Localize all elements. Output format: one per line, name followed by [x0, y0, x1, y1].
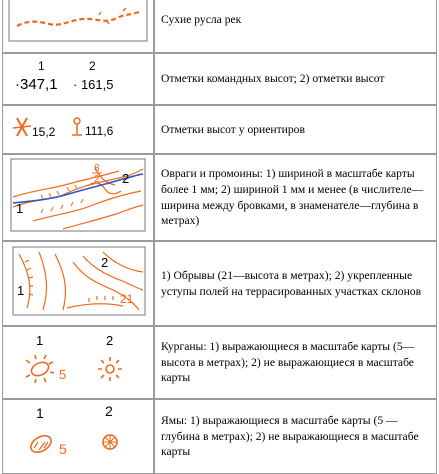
label-2: 2	[122, 171, 130, 186]
legend-row-dry-riverbeds	[2, 0, 437, 53]
symbol-cell	[2, 53, 154, 105]
height-value-1: ·347,1	[15, 76, 58, 93]
dry-riverbed-symbol	[3, 0, 153, 47]
monument-icon	[72, 118, 82, 135]
symbol-cell	[2, 399, 154, 474]
label-2: 2	[89, 59, 96, 73]
symbol-cell	[2, 105, 154, 154]
legend-row-pits	[2, 399, 437, 474]
legend-row-landmark-heights	[2, 105, 437, 154]
crossroads-icon	[13, 118, 31, 136]
description-cell: 1) Обрывы (21—высота в метрах); 2) укрепленные уступы полей на террасированных участках склонов	[154, 241, 437, 326]
mounds-symbol	[3, 327, 153, 393]
legend-row-mounds	[2, 326, 437, 399]
description-cell: Курганы: 1) выражающиеся в масштабе карты (5— высота в метрах); 2) не выражающиеся в масштабе карты	[154, 326, 437, 399]
landmark-height-2: 111,6	[85, 124, 114, 138]
description-cell: Ямы: 1) выражающиеся в масштабе карты (5 —глубина в метрах); 2) не выражающиеся в масштабе карты	[154, 399, 437, 474]
label-1: 1	[38, 59, 45, 73]
legend-row-cliffs	[2, 241, 437, 326]
description-cell: Сухие русла рек	[154, 0, 437, 53]
label-1: 1	[36, 405, 44, 421]
ravine-depth: 2	[94, 174, 100, 185]
ravine-width: 8	[94, 163, 100, 174]
label-2: 2	[101, 255, 109, 270]
label-1: 1	[36, 333, 44, 348]
label-1: 1	[17, 283, 25, 298]
symbol-cell	[2, 241, 154, 326]
description-cell: Отметки командных высот; 2) отметки высот	[154, 53, 437, 105]
height-value-2: · 161,5	[73, 77, 114, 92]
legend-row-command-heights	[2, 53, 437, 105]
landmark-height-1: 15,2	[32, 125, 56, 139]
cliffs-symbol	[3, 242, 153, 320]
legend-table	[2, 0, 437, 474]
landmark-heights-symbol	[3, 106, 153, 148]
mound-point-icon	[98, 357, 122, 381]
pit-scaled-icon	[28, 432, 54, 455]
ravines-symbol	[3, 155, 153, 235]
description-cell: Отметки высот у ориентиров	[154, 105, 437, 154]
mound-scaled-icon	[26, 355, 54, 383]
label-1: 1	[16, 201, 24, 216]
command-heights-symbol	[3, 54, 153, 99]
symbol-cell	[2, 154, 154, 241]
label-2: 2	[105, 403, 113, 419]
cliff-height: 21	[120, 292, 134, 306]
pit-point-icon	[103, 435, 117, 449]
symbol-cell	[2, 0, 154, 53]
label-2: 2	[106, 333, 114, 348]
pit-depth: 5	[59, 441, 67, 457]
legend-row-ravines	[2, 154, 437, 241]
description-cell: Овраги и промоины: 1) шириной в масштабе карты более 1 мм; 2) шириной 1 мм и менее (в числителе— ширина между бровками, в знаменателе—глубина в метрах)	[154, 154, 437, 241]
mound-height: 5	[59, 367, 67, 382]
pits-symbol	[3, 400, 153, 468]
symbol-cell	[2, 326, 154, 399]
